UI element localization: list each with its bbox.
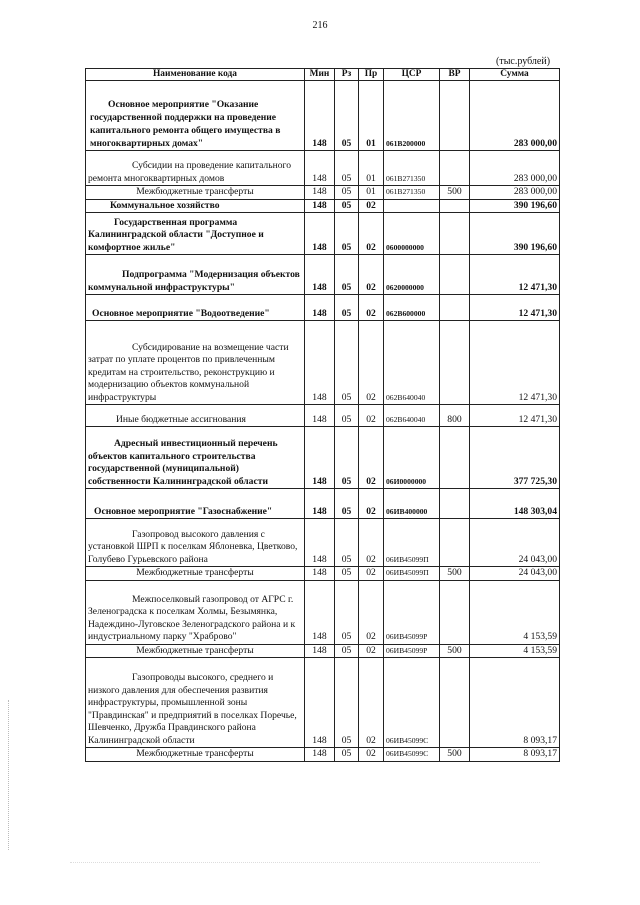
row-rz: 05 — [335, 644, 359, 658]
table-row — [86, 81, 560, 151]
row-rz: 05 — [335, 580, 359, 644]
row-pr: 02 — [359, 427, 384, 489]
row-pr: 01 — [359, 81, 384, 151]
row-rz: 05 — [335, 567, 359, 581]
row-rz: 05 — [335, 405, 359, 427]
row-name: Коммунальное хозяйство — [86, 199, 305, 213]
row-vr — [440, 427, 470, 489]
row-pr: 02 — [359, 405, 384, 427]
table-header-row — [86, 69, 560, 81]
table-row — [86, 519, 560, 567]
table-row — [86, 567, 560, 581]
row-vr — [440, 199, 470, 213]
row-name: Субсидирование на возмещение части затрат по уплате процентов по привлеченным кредитам на строительство, реконструкцию и модернизацию объектов коммунальной инфраструктуры — [86, 321, 305, 405]
row-min: 148 — [305, 748, 335, 762]
row-sum: 283 000,00 — [470, 151, 560, 186]
row-rz: 05 — [335, 427, 359, 489]
row-min: 148 — [305, 405, 335, 427]
row-min: 148 — [305, 151, 335, 186]
row-min: 148 — [305, 255, 335, 295]
table-row — [86, 405, 560, 427]
table-row — [86, 321, 560, 405]
row-pr: 02 — [359, 644, 384, 658]
row-sum: 8 093,17 — [470, 658, 560, 748]
row-rz: 05 — [335, 519, 359, 567]
row-vr — [440, 151, 470, 186]
row-vr: 500 — [440, 748, 470, 762]
row-csr: 0600000000 — [384, 213, 440, 255]
row-vr — [440, 255, 470, 295]
row-pr: 02 — [359, 213, 384, 255]
row-pr: 02 — [359, 199, 384, 213]
row-csr: 06ИВ45099С — [384, 748, 440, 762]
row-min: 148 — [305, 519, 335, 567]
row-csr: 06ИВ45099Р — [384, 644, 440, 658]
row-rz: 05 — [335, 321, 359, 405]
row-pr: 02 — [359, 580, 384, 644]
row-rz: 05 — [335, 489, 359, 519]
table-row — [86, 199, 560, 213]
row-pr: 01 — [359, 151, 384, 186]
table-row — [86, 748, 560, 762]
row-pr: 02 — [359, 295, 384, 321]
row-rz: 05 — [335, 186, 359, 200]
row-name: Субсидии на проведение капитального ремонта многоквартирных домов — [86, 151, 305, 186]
row-pr: 02 — [359, 519, 384, 567]
row-name: Основное мероприятие "Оказание государственной поддержки на проведение капитального ремонта общего имущества в многоквартирных домах" — [86, 81, 305, 151]
row-csr: 06ИВ400000 — [384, 489, 440, 519]
row-min: 148 — [305, 295, 335, 321]
row-name: Газопровод высокого давления с установкой ШРП к поселкам Яблоневка, Цветково, Голубево Гурьевского района — [86, 519, 305, 567]
row-csr: 061B271350 — [384, 186, 440, 200]
row-csr: 06И0000000 — [384, 427, 440, 489]
row-csr: 06ИВ45099С — [384, 658, 440, 748]
row-csr: 062B640040 — [384, 405, 440, 427]
header-sum: Сумма — [470, 69, 560, 81]
table-row — [86, 580, 560, 644]
row-vr — [440, 580, 470, 644]
row-sum: 4 153,59 — [470, 580, 560, 644]
row-min: 148 — [305, 567, 335, 581]
row-rz: 05 — [335, 295, 359, 321]
row-csr: 06ИВ45099П — [384, 519, 440, 567]
table-row — [86, 295, 560, 321]
row-vr: 500 — [440, 567, 470, 581]
table-row — [86, 427, 560, 489]
row-sum: 12 471,30 — [470, 321, 560, 405]
row-rz: 05 — [335, 748, 359, 762]
header-rz: Рз — [335, 69, 359, 81]
row-vr — [440, 519, 470, 567]
row-vr: 500 — [440, 186, 470, 200]
header-csr: ЦСР — [384, 69, 440, 81]
row-sum: 12 471,30 — [470, 405, 560, 427]
row-pr: 02 — [359, 489, 384, 519]
row-min: 148 — [305, 580, 335, 644]
row-min: 148 — [305, 199, 335, 213]
row-name: Адресный инвестиционный перечень объектов капитального строительства государственной (муниципальной) собственности Калининградской области — [86, 427, 305, 489]
row-pr: 02 — [359, 321, 384, 405]
row-sum: 24 043,00 — [470, 519, 560, 567]
row-sum: 390 196,60 — [470, 199, 560, 213]
row-name: Основное мероприятие "Газоснабжение" — [86, 489, 305, 519]
table-row — [86, 489, 560, 519]
page-number: 216 — [312, 20, 328, 31]
table-row — [86, 255, 560, 295]
row-sum: 12 471,30 — [470, 295, 560, 321]
scan-margin-dots — [8, 700, 11, 850]
row-name: Межпоселковый газопровод от АГРС г. Зеленоградска к поселкам Холмы, Безымянка, Надеждино-Луговское Зеленоградского района и к индустриальному парку "Храброво" — [86, 580, 305, 644]
header-min: Мин — [305, 69, 335, 81]
header-pr: Пр — [359, 69, 384, 81]
row-csr: 062B600000 — [384, 295, 440, 321]
table-row — [86, 186, 560, 200]
header-vr: ВР — [440, 69, 470, 81]
row-vr — [440, 213, 470, 255]
row-sum: 283 000,00 — [470, 81, 560, 151]
row-csr: 06ИВ45099П — [384, 567, 440, 581]
row-vr: 500 — [440, 644, 470, 658]
scan-bottom-dots — [70, 862, 540, 863]
row-min: 148 — [305, 644, 335, 658]
table-row — [86, 644, 560, 658]
row-vr — [440, 81, 470, 151]
row-sum: 12 471,30 — [470, 255, 560, 295]
row-sum: 8 093,17 — [470, 748, 560, 762]
row-sum: 4 153,59 — [470, 644, 560, 658]
table-row — [86, 151, 560, 186]
row-min: 148 — [305, 658, 335, 748]
row-name: Межбюджетные трансферты — [86, 186, 305, 200]
row-name: Газопроводы высокого, среднего и низкого давления для обеспечения развития инфраструктуры, промышленной зоны "Правдинская" и предприятий в поселках Поречье, Шевченко, Дружба Правдинского района Калининградской области — [86, 658, 305, 748]
row-rz: 05 — [335, 255, 359, 295]
row-vr: 800 — [440, 405, 470, 427]
row-name: Межбюджетные трансферты — [86, 567, 305, 581]
table-row — [86, 213, 560, 255]
row-vr — [440, 321, 470, 405]
row-sum: 148 303,04 — [470, 489, 560, 519]
row-rz: 05 — [335, 213, 359, 255]
row-vr — [440, 489, 470, 519]
row-rz: 05 — [335, 81, 359, 151]
row-csr: 061B200000 — [384, 81, 440, 151]
row-name: Межбюджетные трансферты — [86, 748, 305, 762]
row-min: 148 — [305, 489, 335, 519]
row-name: Иные бюджетные ассигнования — [86, 405, 305, 427]
table-row — [86, 658, 560, 748]
units-label: (тыс.рублей) — [496, 56, 551, 67]
row-csr: 061B271350 — [384, 151, 440, 186]
row-name: Государственная программа Калининградской области "Доступное и комфортное жилье" — [86, 213, 305, 255]
row-min: 148 — [305, 81, 335, 151]
row-min: 148 — [305, 427, 335, 489]
row-csr: 06ИВ45099Р — [384, 580, 440, 644]
row-vr — [440, 295, 470, 321]
row-pr: 01 — [359, 186, 384, 200]
row-rz: 05 — [335, 199, 359, 213]
row-sum: 24 043,00 — [470, 567, 560, 581]
row-csr: 062B640040 — [384, 321, 440, 405]
row-csr — [384, 199, 440, 213]
header-name: Наименование кода — [86, 69, 305, 81]
row-name: Основное мероприятие "Водоотведение" — [86, 295, 305, 321]
row-rz: 05 — [335, 151, 359, 186]
row-pr: 02 — [359, 567, 384, 581]
row-min: 148 — [305, 213, 335, 255]
row-pr: 02 — [359, 658, 384, 748]
row-pr: 02 — [359, 255, 384, 295]
budget-table — [85, 68, 560, 762]
row-sum: 390 196,60 — [470, 213, 560, 255]
row-min: 148 — [305, 186, 335, 200]
row-sum: 377 725,30 — [470, 427, 560, 489]
row-sum: 283 000,00 — [470, 186, 560, 200]
row-rz: 05 — [335, 658, 359, 748]
row-name: Подпрограмма "Модернизация объектов коммунальной инфраструктуры" — [86, 255, 305, 295]
row-min: 148 — [305, 321, 335, 405]
row-name: Межбюджетные трансферты — [86, 644, 305, 658]
row-pr: 02 — [359, 748, 384, 762]
row-csr: 0620000000 — [384, 255, 440, 295]
row-vr — [440, 658, 470, 748]
